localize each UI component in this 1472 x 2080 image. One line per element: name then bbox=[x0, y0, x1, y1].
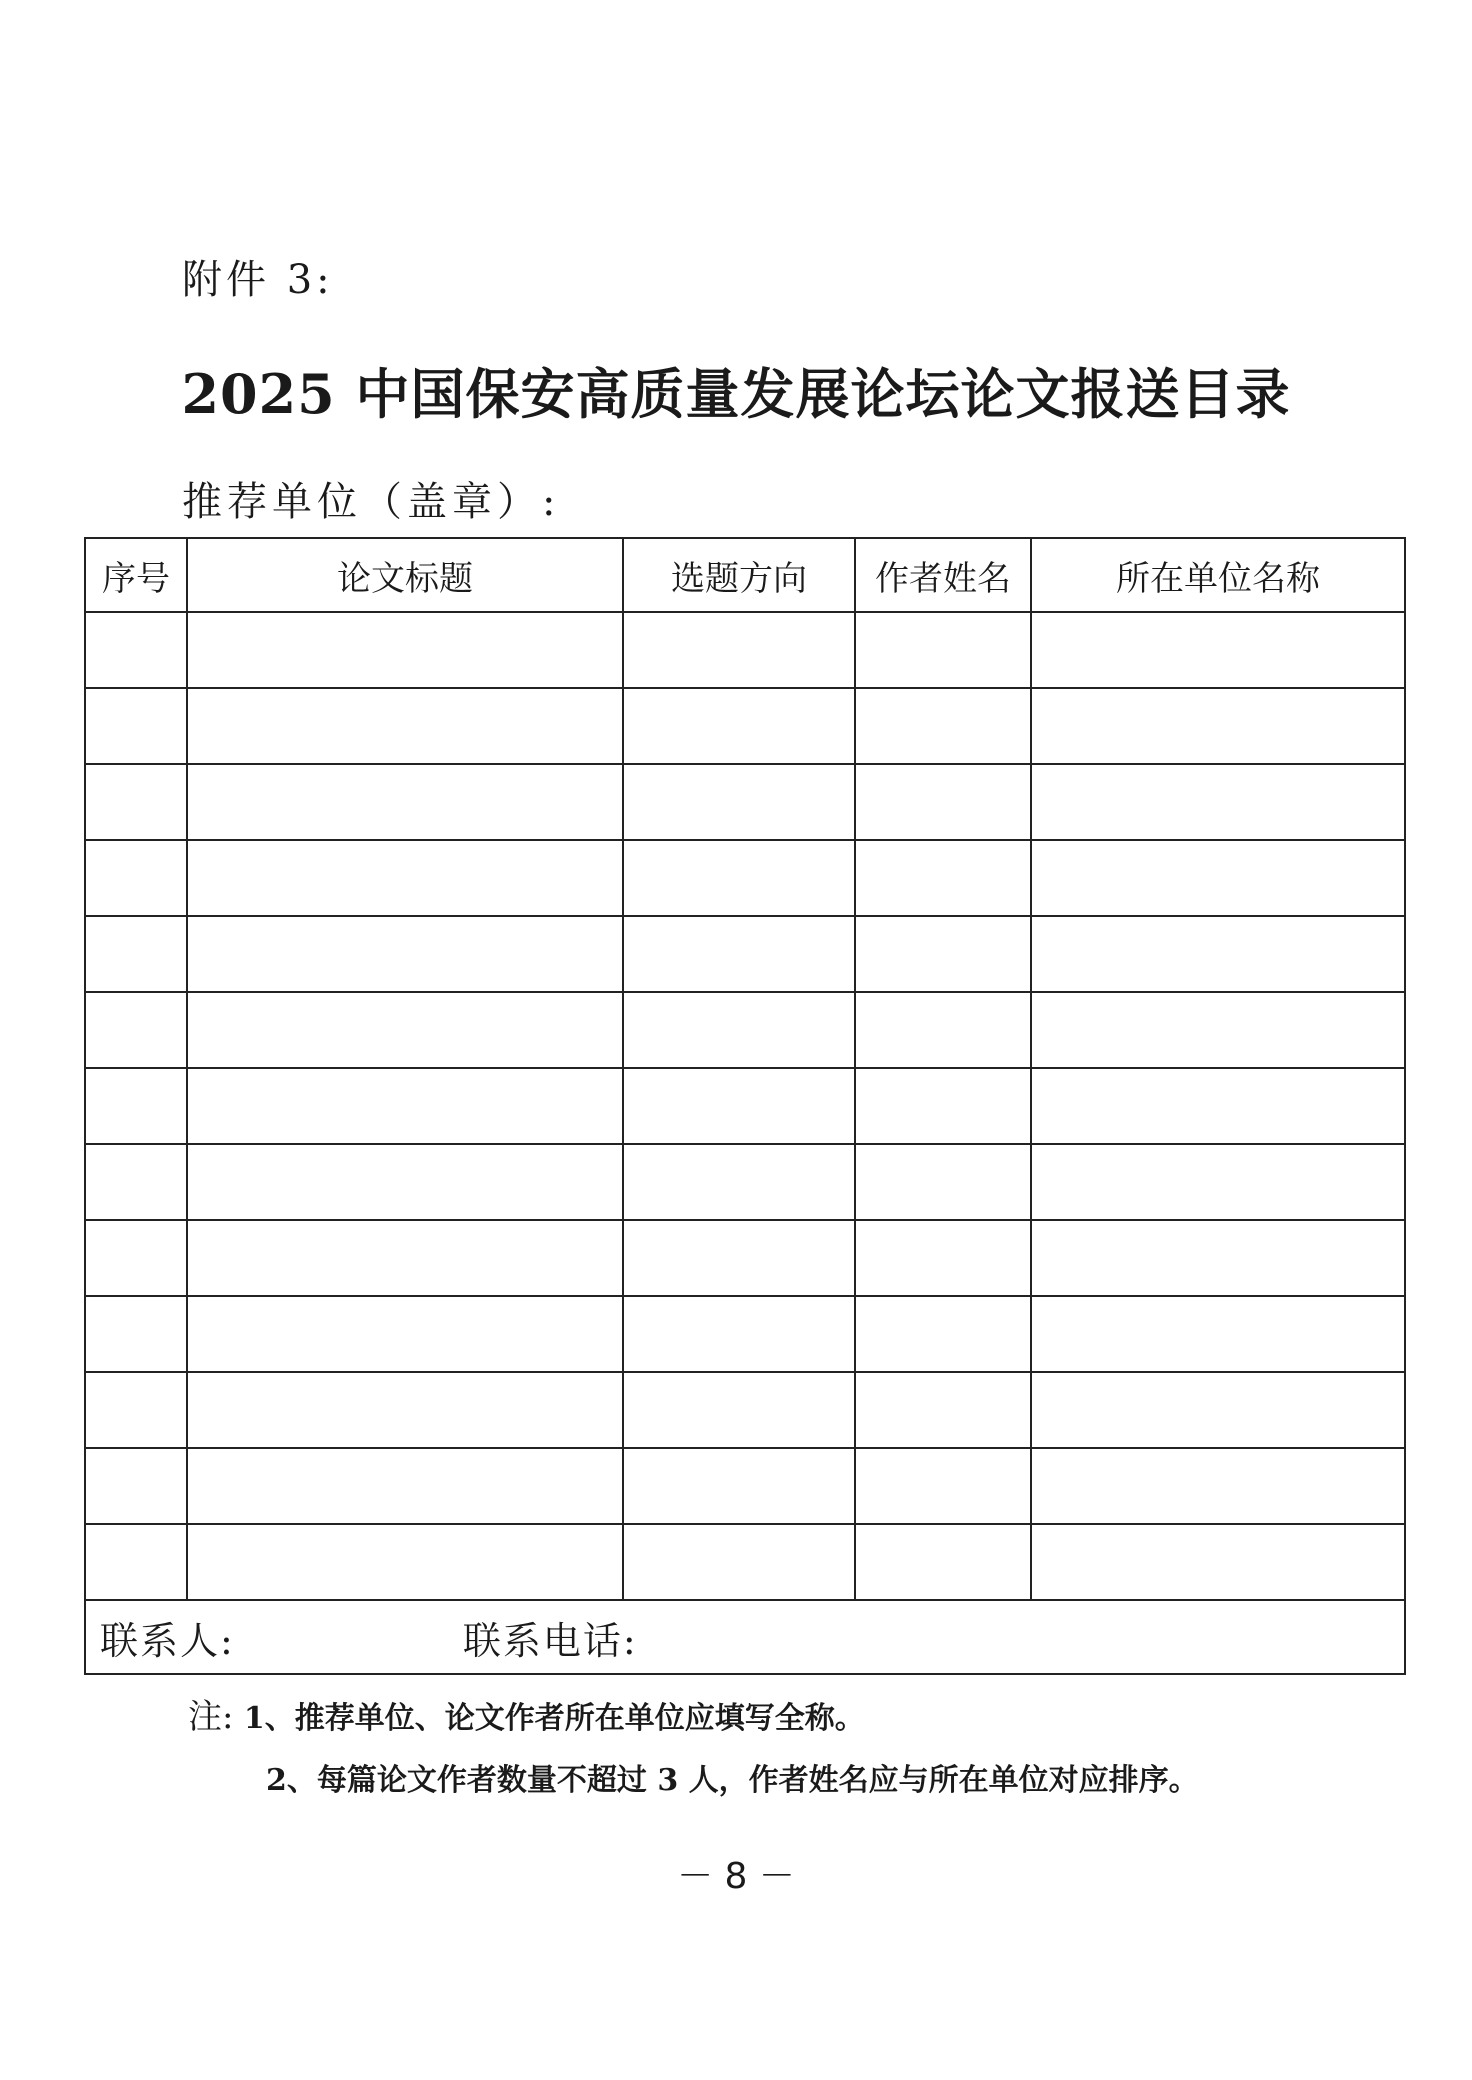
table-cell-serial bbox=[85, 1524, 187, 1600]
table-cell-author-name bbox=[855, 1524, 1031, 1600]
table-cell-paper-title bbox=[187, 1296, 623, 1372]
submission-table bbox=[84, 537, 1406, 1675]
table-cell-paper-title bbox=[187, 840, 623, 916]
table-cell-author-name bbox=[855, 1296, 1031, 1372]
table-cell-unit-name bbox=[1031, 1524, 1405, 1600]
table-cell-topic-direction bbox=[623, 992, 855, 1068]
table-row bbox=[85, 1524, 1405, 1600]
table-cell-topic-direction bbox=[623, 1220, 855, 1296]
note-label: 注: bbox=[188, 1697, 234, 1737]
table-cell-serial bbox=[85, 992, 187, 1068]
table-cell-author-name bbox=[855, 1448, 1031, 1524]
table-cell-unit-name bbox=[1031, 1068, 1405, 1144]
table-cell-unit-name bbox=[1031, 1448, 1405, 1524]
table-cell-serial bbox=[85, 1068, 187, 1144]
table-cell-topic-direction bbox=[623, 764, 855, 840]
contact-cell bbox=[85, 1600, 1405, 1674]
table-cell-paper-title bbox=[187, 764, 623, 840]
table-row bbox=[85, 688, 1405, 764]
table-cell-topic-direction bbox=[623, 1068, 855, 1144]
table-cell-author-name bbox=[855, 1372, 1031, 1448]
header-serial: 序号 bbox=[85, 538, 187, 612]
table-cell-topic-direction bbox=[623, 1144, 855, 1220]
table-header-row bbox=[85, 538, 1405, 612]
table-cell-unit-name bbox=[1031, 1144, 1405, 1220]
recommend-unit-label: 推荐单位（盖章）: bbox=[182, 479, 561, 525]
table-row bbox=[85, 1068, 1405, 1144]
table-cell-paper-title bbox=[187, 688, 623, 764]
table-row bbox=[85, 764, 1405, 840]
table-cell-serial bbox=[85, 688, 187, 764]
table-cell-paper-title bbox=[187, 916, 623, 992]
table-row bbox=[85, 992, 1405, 1068]
note-line-2 bbox=[188, 1750, 1199, 1812]
table-row bbox=[85, 1220, 1405, 1296]
table-cell-serial bbox=[85, 1144, 187, 1220]
table-cell-paper-title bbox=[187, 1372, 623, 1448]
page-title: 2025 中国保安高质量发展论坛论文报送目录 bbox=[181, 362, 1291, 426]
table-cell-serial bbox=[85, 1448, 187, 1524]
table-cell-serial bbox=[85, 1372, 187, 1448]
table-cell-paper-title bbox=[187, 612, 623, 688]
table-cell-paper-title bbox=[187, 1524, 623, 1600]
header-topic-direction: 选题方向 bbox=[623, 538, 855, 612]
table-cell-topic-direction bbox=[623, 916, 855, 992]
table-cell-unit-name bbox=[1031, 1220, 1405, 1296]
table-cell-author-name bbox=[855, 916, 1031, 992]
note-item-1: 1、推荐单位、论文作者所在单位应填写全称。 bbox=[243, 1701, 865, 1736]
table-cell-paper-title bbox=[187, 1448, 623, 1524]
table-cell-serial bbox=[85, 916, 187, 992]
contact-row bbox=[85, 1600, 1405, 1674]
table-body bbox=[85, 612, 1405, 1674]
table-cell-author-name bbox=[855, 1068, 1031, 1144]
table-row bbox=[85, 916, 1405, 992]
note-line-1 bbox=[188, 1686, 1199, 1750]
table-cell-unit-name bbox=[1031, 688, 1405, 764]
table-cell-author-name bbox=[855, 612, 1031, 688]
header-author-name: 作者姓名 bbox=[855, 538, 1031, 612]
table-cell-serial bbox=[85, 1220, 187, 1296]
table-row bbox=[85, 1296, 1405, 1372]
table-cell-paper-title bbox=[187, 1144, 623, 1220]
table-cell-paper-title bbox=[187, 1220, 623, 1296]
table-cell-serial bbox=[85, 840, 187, 916]
contact-person-label: 联系人: bbox=[100, 1618, 235, 1663]
contact-phone-label: 联系电话: bbox=[462, 1618, 638, 1663]
header-paper-title: 论文标题 bbox=[187, 538, 623, 612]
table-cell-unit-name bbox=[1031, 840, 1405, 916]
table-cell-author-name bbox=[855, 1220, 1031, 1296]
table-cell-topic-direction bbox=[623, 688, 855, 764]
table-row bbox=[85, 1144, 1405, 1220]
attachment-label: 附件 3: bbox=[182, 257, 334, 303]
table-row bbox=[85, 1372, 1405, 1448]
notes bbox=[188, 1686, 1199, 1812]
table-cell-topic-direction bbox=[623, 840, 855, 916]
table-cell-topic-direction bbox=[623, 1296, 855, 1372]
table-cell-author-name bbox=[855, 764, 1031, 840]
table-cell-unit-name bbox=[1031, 612, 1405, 688]
table-cell-serial bbox=[85, 764, 187, 840]
table-cell-author-name bbox=[855, 840, 1031, 916]
table-row bbox=[85, 840, 1405, 916]
table-cell-unit-name bbox=[1031, 916, 1405, 992]
table-cell-topic-direction bbox=[623, 1448, 855, 1524]
table-cell-topic-direction bbox=[623, 612, 855, 688]
table-cell-author-name bbox=[855, 688, 1031, 764]
table-cell-topic-direction bbox=[623, 1372, 855, 1448]
table-cell-unit-name bbox=[1031, 1296, 1405, 1372]
table-cell-unit-name bbox=[1031, 764, 1405, 840]
table-cell-paper-title bbox=[187, 992, 623, 1068]
table-cell-author-name bbox=[855, 992, 1031, 1068]
note-item-2: 2、每篇论文作者数量不超过 3 人，作者姓名应与所在单位对应排序。 bbox=[266, 1763, 1199, 1798]
table-cell-unit-name bbox=[1031, 1372, 1405, 1448]
page-number: － 8 － bbox=[677, 1856, 795, 1897]
table-row bbox=[85, 1448, 1405, 1524]
table-row bbox=[85, 612, 1405, 688]
table-cell-author-name bbox=[855, 1144, 1031, 1220]
header-unit-name: 所在单位名称 bbox=[1031, 538, 1405, 612]
table-cell-topic-direction bbox=[623, 1524, 855, 1600]
table-cell-unit-name bbox=[1031, 992, 1405, 1068]
table-cell-serial bbox=[85, 1296, 187, 1372]
table-cell-serial bbox=[85, 612, 187, 688]
table-cell-paper-title bbox=[187, 1068, 623, 1144]
